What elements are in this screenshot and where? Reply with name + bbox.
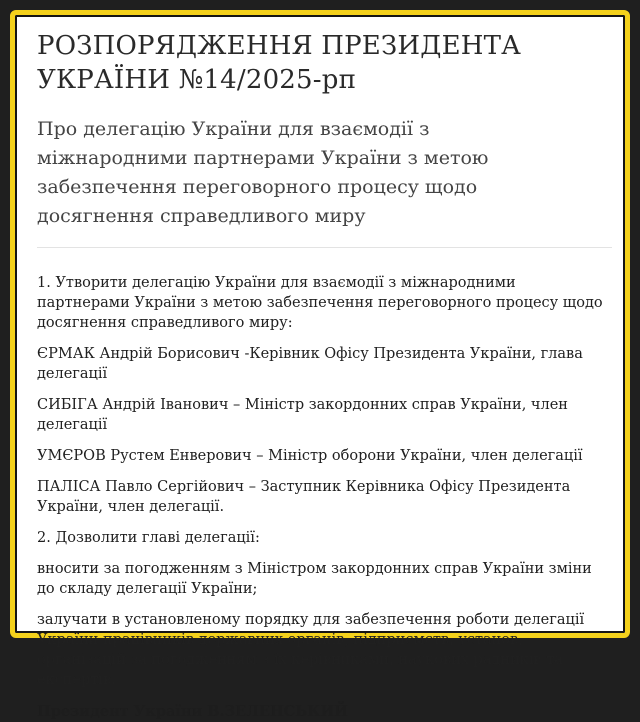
paragraph-1: 1. Утворити делегацію України для взаємодії з міжнародними партнерами України з метою забезпечення переговорного процесу щодо досягнення справедливого миру: [37, 275, 603, 331]
paragraph-5: ПАЛІСА Павло Сергійович – Заступник Керівника Офісу Президента України, член делегації. [37, 479, 571, 515]
title-line-2: УКРАЇНИ №14/2025-рп [37, 65, 357, 95]
paragraph-4: УМЄРОВ Рустем Енверович – Міністр оборони України, член делегації [37, 448, 583, 464]
document-subtitle: Про делегацію України для взаємодії з міжнародними партнерами України з метою забезпечення переговорного процесу щодо досягнення справедливого миру [37, 118, 489, 227]
paragraph-7: вносити за погодженням з Міністром закордонних справ України зміни до складу делегації України; [37, 561, 592, 597]
document-content [37, 29, 607, 722]
section-divider [37, 247, 612, 248]
paragraph-2: ЄРМАК Андрій Борисович -Керівник Офісу Президента України, глава делегації [37, 346, 583, 382]
title-line-1: РОЗПОРЯДЖЕННЯ ПРЕЗИДЕНТА [37, 31, 522, 61]
paragraph-6: 2. Дозволити главі делегації: [37, 530, 260, 546]
document-title [37, 29, 607, 97]
signature: Президент України В.ЗЕЛЕНСЬКИЙ [37, 703, 348, 720]
paragraph-8: залучати в установленому порядку для забезпечення роботи делегації України працівників державних органів, підприємств, установ, організацій за погодженням з їх керівниками, наукових радників та експертів. [37, 612, 585, 688]
paragraph-3: СИБІГА Андрій Іванович – Міністр закордонних справ України, член делегації [37, 397, 568, 433]
document-frame [10, 10, 630, 720]
document-body [37, 273, 607, 722]
